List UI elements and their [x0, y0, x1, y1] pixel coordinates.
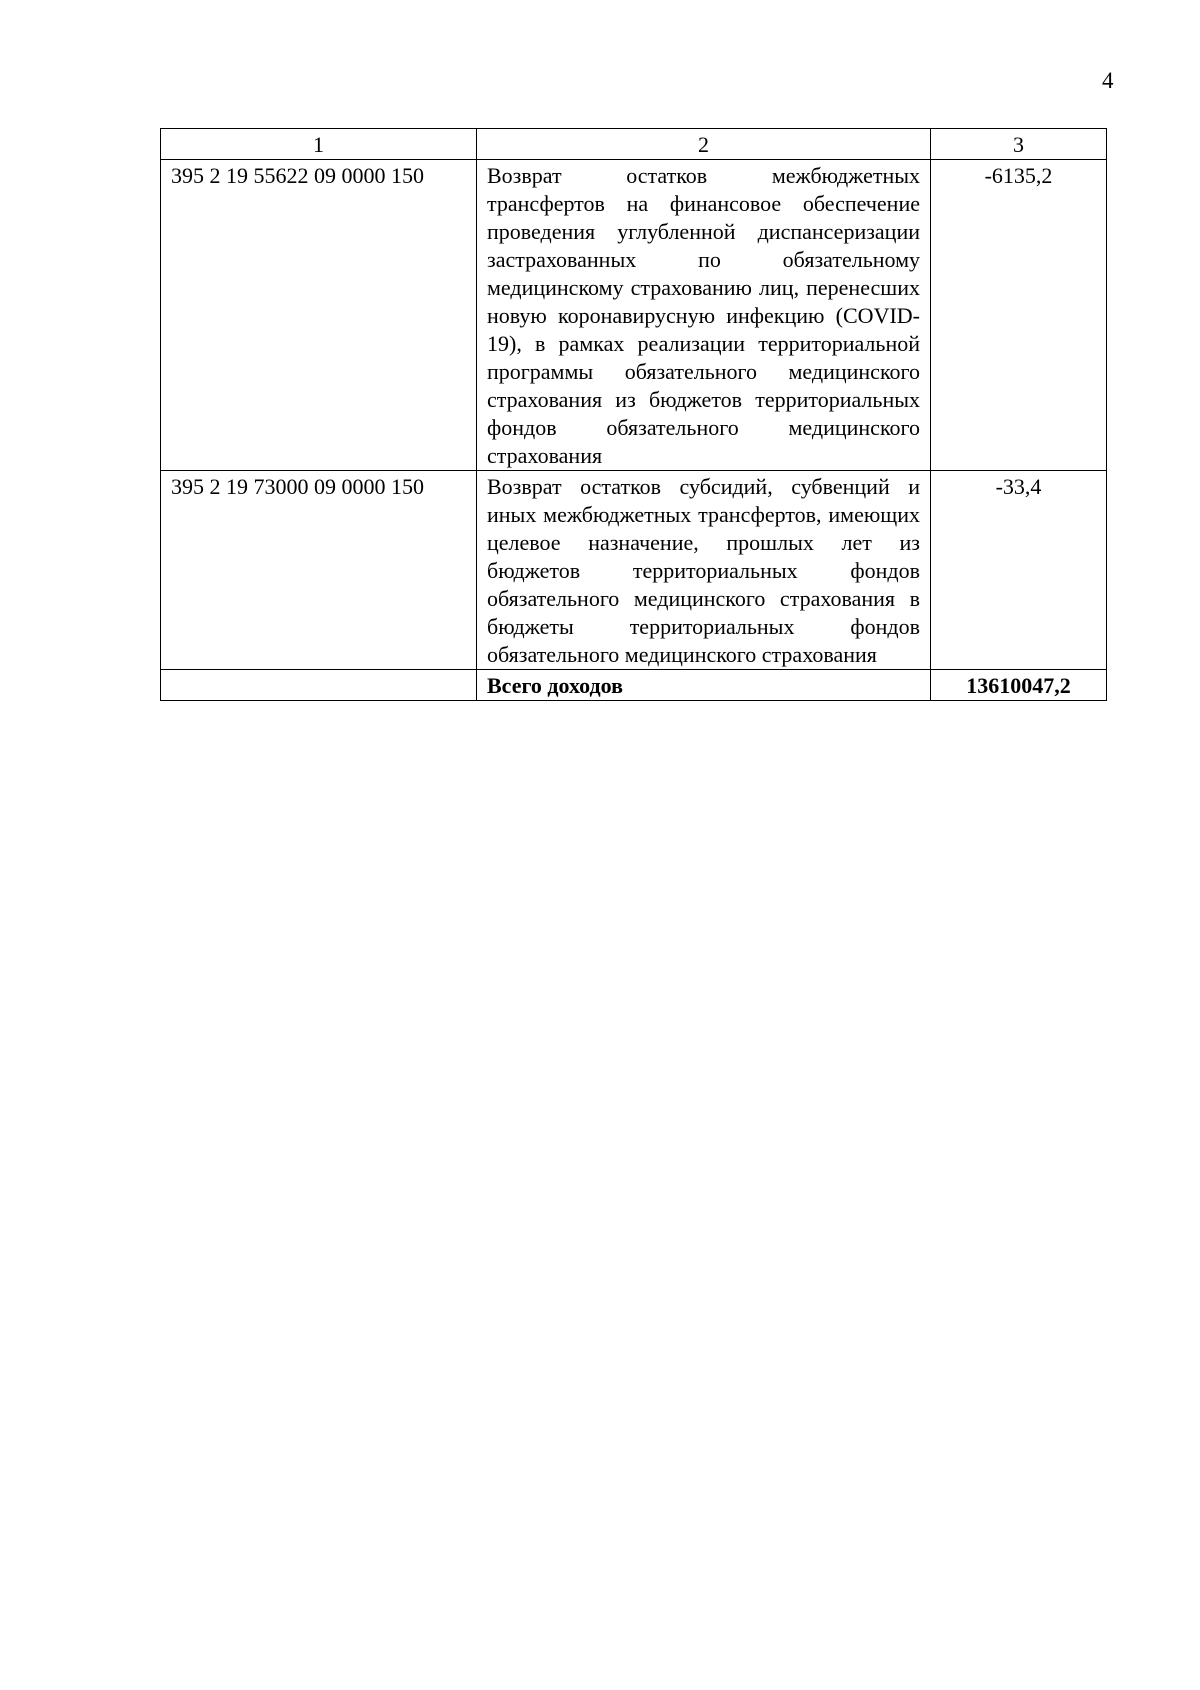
- total-empty-cell: [161, 670, 477, 701]
- row-code: 395 2 19 55622 09 0000 150: [161, 160, 477, 471]
- table-header-row: [161, 129, 1107, 160]
- header-col-1: 1: [161, 129, 477, 160]
- header-col-3: 3: [931, 129, 1107, 160]
- row-amount: -33,4: [931, 471, 1107, 670]
- total-label: Всего доходов: [477, 670, 931, 701]
- row-amount: -6135,2: [931, 160, 1107, 471]
- table-row: [161, 160, 1107, 471]
- total-amount: 13610047,2: [931, 670, 1107, 701]
- row-description: Возврат остатков межбюджетных трансфертов на финансовое обеспечение проведения углубленной диспансеризации застрахованных по обязательному медицинскому страхованию лиц, перенесших новую коронавирусную инфекцию (COVID-19), в рамках реализации территориальной программы обязательного медицинского страхования из бюджетов территориальных фондов обязательного медицинского страхования: [477, 160, 931, 471]
- page-number: 4: [1102, 68, 1114, 93]
- table-row: [161, 471, 1107, 670]
- budget-table: [160, 128, 1107, 701]
- row-description: Возврат остатков субсидий, субвенций и иных межбюджетных трансфертов, имеющих целевое назначение, прошлых лет из бюджетов территориальных фондов обязательного медицинского страхования в бюджеты территориальных фондов обязательного медицинского страхования: [477, 471, 931, 670]
- header-col-2: 2: [477, 129, 931, 160]
- row-code: 395 2 19 73000 09 0000 150: [161, 471, 477, 670]
- budget-table-container: [160, 128, 1106, 701]
- total-row: [161, 670, 1107, 701]
